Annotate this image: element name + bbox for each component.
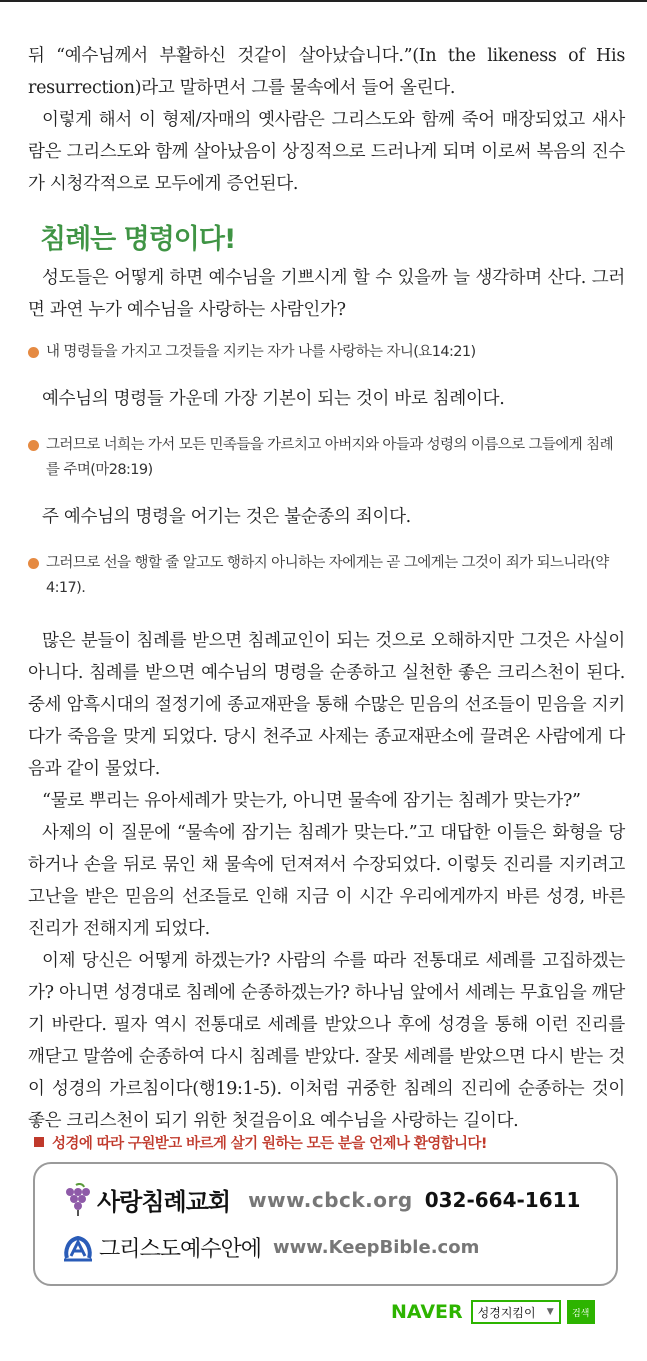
section-question: “물로 뿌리는 유아세례가 맞는가, 아니면 물속에 잠기는 침례가 맞는가?” xyxy=(42,791,581,811)
search-button[interactable]: 검색 xyxy=(567,1300,595,1324)
section-paragraph-6: 사제의 이 질문에 “물속에 잠기는 침례가 맞는다.”고 대답한 이들은 화형을 당하거나 손을 뒤로 묶인 채 물속에 던져져서 수장되었다. 이렇듯 진리를 지키려고 고난을 받은 믿음의 선조들로 인해 지금 이 시간 우리에게까지 바른 성경, 바른 진리가 전해지게 되었다. xyxy=(28,823,625,939)
keepbible-link[interactable]: www.KeepBible.com xyxy=(273,1236,480,1258)
scripture-text-1: 내 명령들을 가지고 그것들을 지키는 자가 나를 사랑하는 자니(요14:21) xyxy=(46,344,476,360)
section-paragraph-2: 예수님의 명령들 가운데 가장 기본이 되는 것이 바로 침례이다. xyxy=(42,389,505,409)
motto-row xyxy=(61,1230,479,1264)
church-row xyxy=(61,1182,580,1217)
square-bullet-icon xyxy=(34,1137,44,1147)
top-rule xyxy=(0,0,647,2)
scripture-text-2: 그러므로 너희는 가서 모든 민족들을 가르치고 아버지와 아들과 성령의 이름으로 그들에게 침례를 주며(마28:19) xyxy=(46,437,613,478)
scripture-quote-1 xyxy=(28,340,625,365)
scripture-quote-3 xyxy=(28,551,625,601)
church-contact-card xyxy=(33,1162,618,1286)
section-title: 침례는 명령이다! xyxy=(40,224,236,255)
search-term: 성경지킴이 xyxy=(477,1305,536,1320)
article-body xyxy=(28,40,625,1137)
section-paragraph-4: 많은 분들이 침례를 받으면 침례교인이 되는 것으로 오해하지만 그것은 사실이 아니다. 침례를 받으면 예수님의 명령을 순종하고 실천한 좋은 크리스천이 된다. 중세 암흑시대의 절정기에 종교재판을 통해 수많은 믿음의 선조들이 믿음을 지키다가 죽음을 맞게 되었다. 당시 천주교 사제는 종교재판소에 끌려온 사람에게 다음과 같이 물었다. xyxy=(28,631,625,779)
intro-paragraph-2: 이렇게 해서 이 형제/자매의 옛사람은 그리스도와 함께 죽어 매장되었고 새사람은 그리스도와 함께 살아났음이 상징적으로 드러나게 되며 이로써 복음의 진수가 시청각적으로 모두에게 증언된다. xyxy=(28,110,625,194)
church-name: 사랑침례교회 xyxy=(97,1188,231,1216)
bullet-icon xyxy=(28,440,39,451)
scripture-text-3: 그러므로 선을 행할 줄 알고도 행하지 아니하는 자에게는 곧 그에게는 그것이 죄가 되느니라(약4:17). xyxy=(46,555,609,596)
naver-logo: NAVER xyxy=(391,1301,463,1323)
church-phone: 032-664-1611 xyxy=(424,1187,581,1212)
welcome-banner-text: 성경에 따라 구원받고 바르게 살기 원하는 모든 분을 언제나 환영합니다! xyxy=(52,1136,487,1152)
alpha-omega-icon xyxy=(61,1230,95,1264)
section-paragraph-3: 주 예수님의 명령을 어기는 것은 불순종의 죄이다. xyxy=(42,507,411,527)
naver-search-bar xyxy=(391,1300,595,1324)
motto-text: 그리스도예수안에 xyxy=(99,1236,262,1262)
scripture-quote-2 xyxy=(28,433,625,483)
naver-search-input[interactable] xyxy=(471,1300,561,1324)
church-website-link[interactable]: www.cbck.org xyxy=(248,1187,413,1212)
grapes-icon xyxy=(61,1183,91,1217)
bullet-icon xyxy=(28,347,39,358)
intro-paragraph-1: 뒤 “예수님께서 부활하신 것같이 살아났습니다.”(In the likeness of His resurrection)라고 말하면서 그를 물속에서 들어 올린다. xyxy=(28,46,625,98)
bullet-icon xyxy=(28,558,39,569)
section-paragraph-1: 성도들은 어떻게 하면 예수님을 기쁘시게 할 수 있을까 늘 생각하며 산다. 그러면 과연 누가 예수님을 사랑하는 사람인가? xyxy=(28,268,625,320)
welcome-banner xyxy=(34,1132,487,1153)
section-paragraph-7: 이제 당신은 어떻게 하겠는가? 사람의 수를 따라 전통대로 세례를 고집하겠는가? 아니면 성경대로 침례에 순종하겠는가? 하나님 앞에서 세례는 무효임을 깨닫기 바란다. 필자 역시 전통대로 세례를 받았으나 후에 성경을 통해 이런 진리를 깨닫고 말씀에 순종하여 다시 침례를 받았다. 잘못 세례를 받았으면 다시 받는 것이 성경의 가르침이다(행19:1-5). 이처럼 귀중한 침례의 진리에 순종하는 것이 좋은 크리스천이 되기 위한 첫걸음이요 예수님을 사랑하는 길이다. xyxy=(28,951,625,1131)
chevron-down-icon: ▼ xyxy=(546,1307,554,1317)
